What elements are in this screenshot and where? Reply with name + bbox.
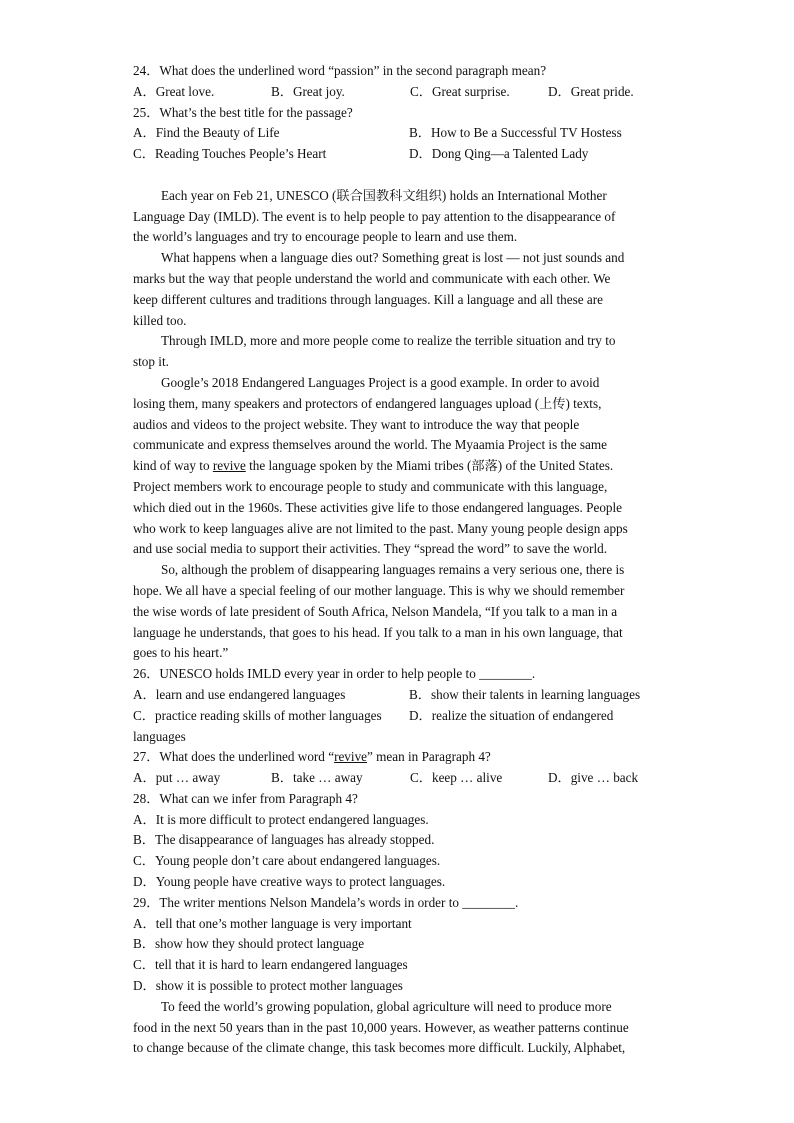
option-d: D．show it is possible to protect mother languages — [133, 978, 403, 994]
passage-line: who work to keep languages alive are not limited to the past. Many young people design apps — [133, 520, 628, 536]
text-run: kind of way to — [133, 458, 213, 474]
question-25-options-row-2 — [133, 144, 663, 165]
option-d: D．Young people have creative ways to protect languages. — [133, 874, 446, 890]
text-run: ” mean in Paragraph 4? — [367, 749, 491, 765]
passage-paragraph-3 — [133, 331, 663, 373]
option-d: D．Great pride. — [548, 83, 634, 99]
passage-line: Google’s 2018 Endangered Languages Project is a good example. In order to avoid — [161, 374, 600, 390]
passage-line: Through IMLD, more and more people come to realize the terrible situation and try to — [161, 333, 616, 349]
question-28-stem: 28．What can we infer from Paragraph 4? — [133, 790, 358, 806]
passage-line: audios and videos to the project website. They want to introduce the way that people — [133, 416, 580, 432]
question-29-stem: 29．The writer mentions Nelson Mandela’s words in order to ________. — [133, 894, 519, 910]
option-b: B．How to Be a Successful TV Hostess — [409, 125, 622, 141]
option-c: C．tell that it is hard to learn endangered languages — [133, 957, 408, 973]
passage-line: and use social media to support their activities. They “spread the word” to save the world. — [133, 541, 608, 557]
passage-line: losing them, many speakers and protectors of endangered languages upload (上传) texts, — [133, 395, 602, 411]
option-c: C．practice reading skills of mother languages — [133, 707, 382, 723]
passage-paragraph-2 — [133, 248, 663, 331]
option-b: B．Great joy. — [271, 83, 345, 99]
option-a: A．Find the Beauty of Life — [133, 125, 280, 141]
passage-paragraph-4 — [133, 373, 663, 560]
option-b: B．The disappearance of languages has already stopped. — [133, 832, 435, 848]
passage-line: hope. We all have a special feeling of our mother language. This is why we should remember — [133, 582, 625, 598]
option-d: D．give … back — [548, 770, 639, 786]
option-c: C．keep … alive — [410, 770, 503, 786]
passage-line: to change because of the climate change, this task becomes more difficult. Luckily, Alphabet, — [133, 1040, 626, 1056]
question-26-options-row-2 — [133, 706, 663, 727]
option-b: B．take … away — [271, 770, 363, 786]
question-25-stem: 25．What’s the best title for the passage? — [133, 104, 353, 120]
option-a: A．put … away — [133, 770, 221, 786]
passage-line: To feed the world’s growing population, global agriculture will need to produce more — [161, 998, 612, 1014]
text-run: 27．What does the underlined word “ — [133, 749, 335, 765]
passage-line: language he understands, that goes to his head. If you talk to a man in his own language, that — [133, 624, 623, 640]
passage-line: which died out in the 1960s. These activities give life to those endangered languages. People — [133, 499, 623, 515]
underlined-word-revive: revive — [334, 749, 368, 765]
passage-line: goes to his heart.” — [133, 645, 229, 661]
passage-line — [133, 456, 663, 477]
section-gap — [133, 165, 663, 186]
option-a: A．tell that one’s mother language is very important — [133, 915, 412, 931]
option-a: A．learn and use endangered languages — [133, 686, 346, 702]
option-d: D．realize the situation of endangered — [409, 707, 614, 723]
option-continuation: languages — [133, 728, 186, 744]
passage-paragraph-1 — [133, 186, 663, 248]
question-25-options-row-1 — [133, 123, 663, 144]
passage-line: stop it. — [133, 354, 169, 370]
option-d: D．Dong Qing—a Talented Lady — [409, 146, 589, 162]
passage-line: What happens when a language dies out? Something great is lost — not just sounds and — [161, 250, 625, 266]
question-26-stem: 26．UNESCO holds IMLD every year in order to help people to ________. — [133, 666, 536, 682]
passage-line: So, although the problem of disappearing languages remains a very serious one, there is — [161, 562, 625, 578]
document-content — [133, 61, 663, 1059]
passage-line: marks but the way that people understand the world and communicate with each other. We — [133, 270, 611, 286]
underlined-word-revive: revive — [212, 458, 246, 474]
passage-line: keep different cultures and traditions through languages. Kill a language and all these are — [133, 291, 603, 307]
option-c: C．Reading Touches People’s Heart — [133, 146, 327, 162]
option-c: C．Great surprise. — [410, 83, 510, 99]
passage-line: Language Day (IMLD). The event is to help people to pay attention to the disappearance of — [133, 208, 616, 224]
option-b: B．show their talents in learning languages — [409, 686, 641, 702]
option-b: B．show how they should protect language — [133, 936, 365, 952]
passage-line: killed too. — [133, 312, 187, 328]
option-c: C．Young people don’t care about endangered languages. — [133, 853, 441, 869]
question-24-options — [133, 82, 663, 103]
question-24-stem: 24．What does the underlined word “passion” in the second paragraph mean? — [133, 63, 547, 78]
question-27-stem — [133, 747, 663, 768]
passage-line: the wise words of late president of South Africa, Nelson Mandela, “If you talk to a man in a — [133, 603, 618, 619]
option-a: A．Great love. — [133, 83, 215, 99]
option-a: A．It is more difficult to protect endangered languages. — [133, 811, 429, 827]
passage-line: the world’s languages and try to encourage people to learn and use them. — [133, 229, 518, 245]
passage-line: Project members work to encourage people to study and communicate with this language, — [133, 478, 608, 494]
question-26-options-row-1 — [133, 685, 663, 706]
text-run: the language spoken by the Miami tribes (部落) of the United States. — [245, 458, 614, 474]
passage-paragraph-5 — [133, 560, 663, 664]
next-passage-paragraph — [133, 997, 663, 1059]
passage-line: communicate and express themselves around the world. The Myaamia Project is the same — [133, 437, 608, 453]
passage-line: food in the next 50 years than in the past 10,000 years. However, as weather patterns continue — [133, 1019, 629, 1035]
passage-line: Each year on Feb 21, UNESCO (联合国教科文组织) holds an International Mother — [161, 187, 607, 203]
question-27-options — [133, 768, 663, 789]
